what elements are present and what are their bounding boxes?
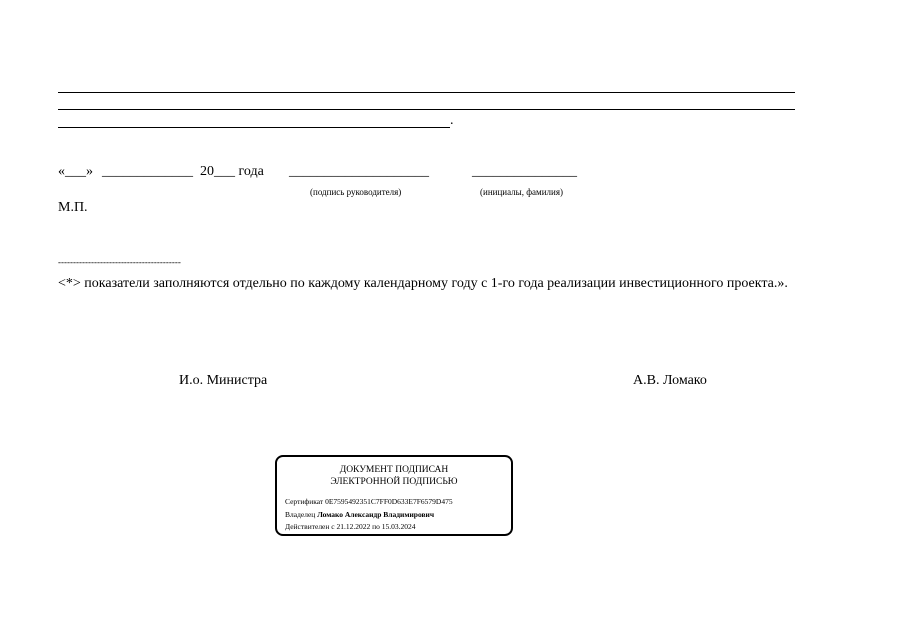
certificate-label: Сертификат [285, 497, 324, 506]
blank-line-period: . [450, 113, 454, 128]
stamp-certificate [285, 497, 453, 506]
date-day-field: «___» [58, 164, 93, 179]
signatory-name: А.В. Ломако [633, 373, 707, 388]
valid-to-prefix: по [372, 522, 380, 531]
blank-line-2 [58, 109, 795, 110]
seal-label: М.П. [58, 200, 88, 215]
initials-field: _______________ [472, 164, 577, 179]
date-month-field: _____________ [102, 164, 193, 179]
e-signature-stamp [275, 455, 513, 536]
valid-to: 15.03.2024 [381, 522, 416, 531]
blank-line-1 [58, 92, 795, 93]
signature-field: ____________________ [289, 164, 429, 179]
valid-label: Действителен [285, 522, 330, 531]
footnote-separator: ----------------------------------------- [58, 257, 181, 267]
valid-from-prefix: с [331, 522, 335, 531]
certificate-value: 0E7595492351C7FF0D633E7F6579D475 [325, 497, 453, 506]
stamp-owner [285, 510, 434, 519]
valid-from: 21.12.2022 [336, 522, 371, 531]
stamp-title-line-1: ДОКУМЕНТ ПОДПИСАН [339, 465, 449, 475]
signature-caption: (подпись руководителя) [310, 187, 402, 197]
owner-label: Владелец [285, 510, 316, 519]
initials-caption: (инициалы, фамилия) [480, 187, 563, 197]
footnote-text: <*> показатели заполняются отдельно по каждому календарному году с 1-го года реализации инвестиционного проекта.». [58, 276, 788, 291]
signatory-position: И.о. Министра [179, 373, 268, 388]
date-year-field: 20___ года [200, 164, 264, 179]
blank-line-3 [58, 127, 450, 128]
stamp-title-line-2: ЭЛЕКТРОННОЙ ПОДПИСЬЮ [330, 477, 458, 487]
stamp-validity [285, 522, 416, 531]
owner-value: Ломако Александр Владимирович [317, 510, 435, 519]
